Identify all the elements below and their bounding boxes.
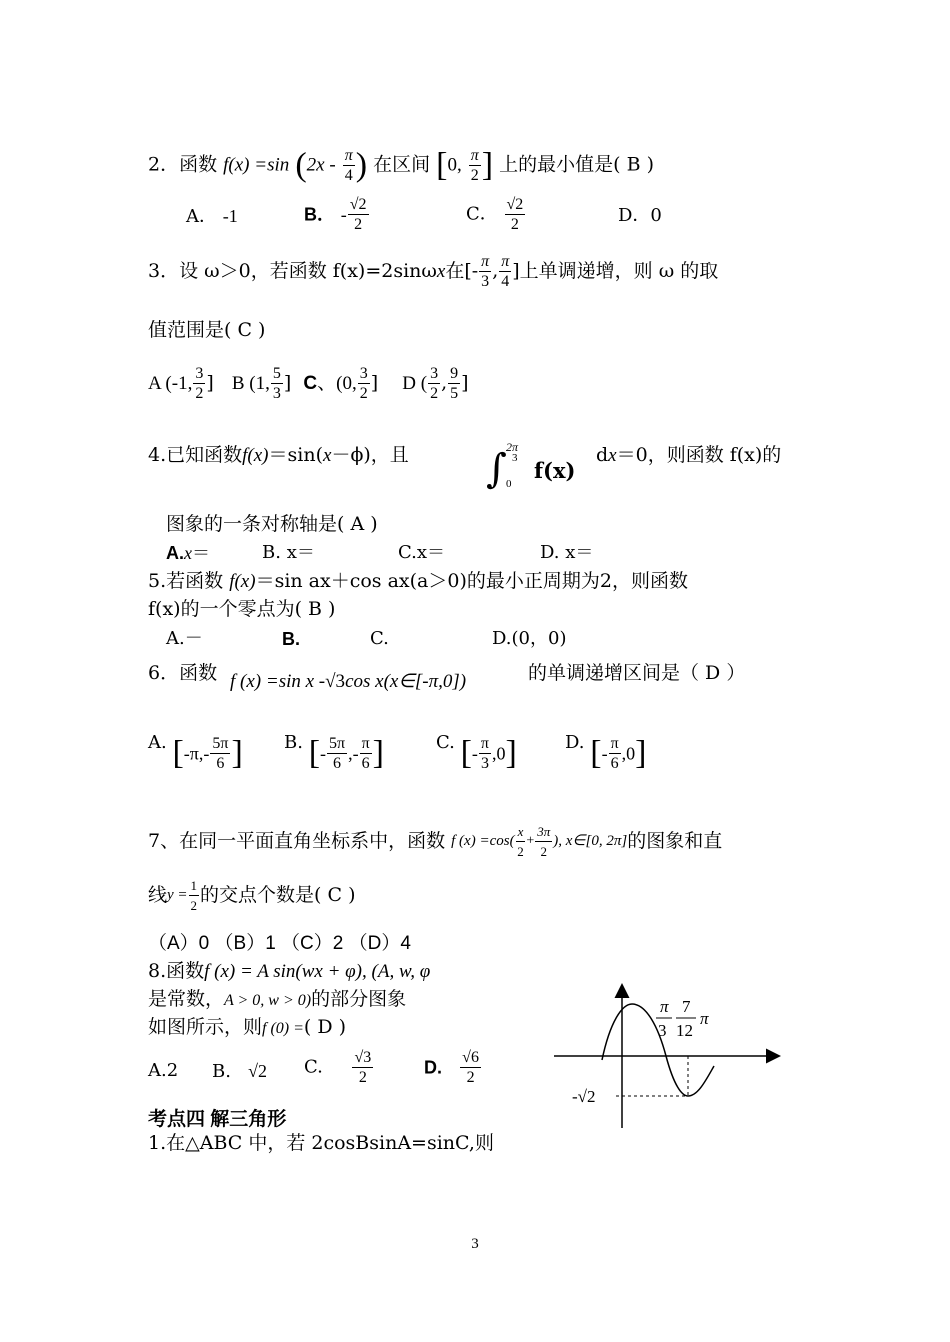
section-heading: 考点四 解三角形 <box>148 1109 287 1130</box>
q7-line2: 线y = $\frac{1}{2}$ 的交点个数是( C ) <box>148 878 356 913</box>
integrand: f(x) <box>534 458 576 483</box>
q2-bracket-left: [ <box>436 146 448 184</box>
q4-line1-tail: dx＝0，则函数 f(x)的 <box>596 444 782 466</box>
q2-function: f(x) =sin <box>223 154 290 176</box>
q6-line: 6．函数 <box>148 662 218 684</box>
label-3: 3 <box>658 1021 667 1040</box>
q2-option-c: C． $\frac{√2}{2}$ <box>466 196 524 233</box>
q6-expression: f (x) =sin x -√3cos x(x∈[-π,0]) <box>230 671 467 692</box>
q4-option-a: A.x＝ <box>166 543 210 564</box>
q2-mid: 在区间 <box>373 153 431 176</box>
q2-paren-right: ) <box>355 146 368 184</box>
label-pi: π <box>660 997 669 1016</box>
integral-sign: ∫ <box>486 446 507 492</box>
q2-interval-start: 0, <box>447 154 462 176</box>
label-pi2: π <box>700 1009 709 1028</box>
q2-line <box>148 146 654 185</box>
q7-options: （A）0 （B）1 （C）2 （D）4 <box>148 933 411 954</box>
integral-lower: 0 <box>506 478 512 490</box>
section-q1: 1.在△ABC 中，若 2cosBsinA=sinC,则 <box>148 1132 494 1154</box>
q8-option-b: B. √2 <box>212 1061 268 1082</box>
q2-suffix: 上的最小值是( B ) <box>499 153 655 176</box>
q5-line2: f(x)的一个零点为( B ) <box>148 598 336 620</box>
q6-option-d: D. [- $\frac{\pi}{6}$ ,0] <box>565 732 647 772</box>
q7-line1: 7、在同一平面直角坐标系中，函数 f (x) =cos( $\frac{x}{2}$ + $\frac{3\pi}{2}$ ), x∈[0, 2π]的图象和直 <box>148 824 723 859</box>
q3-line1: 3．设 ω＞0，若函数 f(x)=2sinωx在[- $\frac{\pi}{3}$ , $\frac{\pi}{4}$ ]上单调递增，则 ω 的取 <box>148 253 719 290</box>
q2-frac-pi4: $\frac{\pi}{4}$ <box>344 147 353 184</box>
q8-line2: 是常数，A > 0, w > 0)的部分图象 <box>148 988 407 1010</box>
q4-option-d: D. x＝ <box>540 542 594 563</box>
q4-option-b: B. x＝ <box>262 542 315 563</box>
q4-integral <box>484 440 594 496</box>
label-7: 7 <box>682 997 691 1016</box>
q4-line1: 4.已知函数f(x)＝sin(x－ϕ)，且 <box>148 444 409 466</box>
q4-line2: 图象的一条对称轴是( A ) <box>166 513 378 535</box>
q4-option-c: C.x＝ <box>398 542 446 563</box>
q5-option-a: A.－ <box>166 628 203 649</box>
label-min: -√2 <box>572 1087 596 1106</box>
q5-line1: 5.若函数 f(x)＝sin ax＋cos ax(a＞0)的最小正周期为2，则函数 <box>148 570 688 592</box>
q2-arg: 2x - <box>306 154 336 176</box>
integral-upper-den: 3 <box>512 452 518 464</box>
q2-prefix: 2．函数 <box>148 153 218 176</box>
q6-option-c: C. [- $\frac{\pi}{3}$ ,0] <box>436 732 517 772</box>
q2-option-b: B． - $\frac{√2}{2}$ <box>304 196 367 233</box>
q5-option-c: C. <box>370 628 389 649</box>
q2-paren-left: ( <box>295 146 307 184</box>
q5-option-b: B. <box>282 629 300 649</box>
q2-frac-pi2: $\frac{\pi}{2}$ <box>470 147 479 184</box>
integral-upper: 2π <box>506 440 519 454</box>
q6-suffix: 的单调递增区间是（ D ） <box>528 662 746 684</box>
q8-sine-graph <box>548 982 788 1132</box>
q6-option-a: A. [-π,- $\frac{5\pi}{6}$ ] <box>148 732 243 772</box>
q2-option-d: D．0 <box>618 205 662 226</box>
q8-option-d: D. $\frac{√6}{2}$ <box>424 1049 479 1086</box>
q3-options: A (-1, $\frac{3}{2}$ ] B (1, $\frac{5}{3}$ ] C、(0, $\frac{3}{2}$ ] D ( $\frac{3}{2}$ , $\frac{9}{5}$ ] <box>148 365 469 402</box>
q8-option-a: A.2 <box>148 1060 179 1081</box>
page-number: 3 <box>471 1236 479 1252</box>
q8-option-c: C. $\frac{√3}{2}$ <box>304 1049 372 1086</box>
q8-line3: 如图所示，则f (0) =( D ) <box>148 1016 347 1038</box>
q3-line2: 值范围是( C ) <box>148 319 266 341</box>
q5-option-d: D.(0，0) <box>492 628 567 649</box>
label-12: 12 <box>676 1021 693 1040</box>
q6-option-b: B. [- $\frac{5\pi}{6}$ ,- $\frac{\pi}{6}$ ] <box>284 732 384 772</box>
q2-option-a: A． -1 <box>186 206 238 227</box>
q8-line1: 8.函数f (x) = A sin(wx + φ), (A, w, φ <box>148 960 431 982</box>
q2-bracket-right: ] <box>481 146 494 184</box>
